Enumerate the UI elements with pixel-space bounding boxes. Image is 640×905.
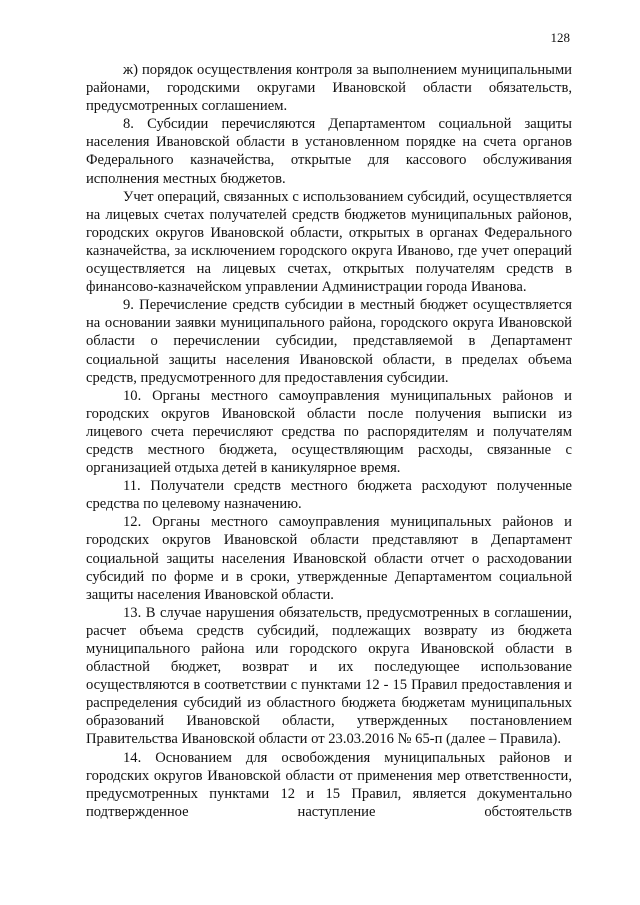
paragraph-9: 9. Перечисление средств субсидии в местный бюджет осуществляется на основании заявки муниципального района, городского округа Ивановской области о перечислении субсидии, представляемой в Департамент социальной защиты населения Ивановской области, в пределах объема средств, предусмотренного для предоставления субсидии. (86, 297, 572, 386)
paragraph-11: 11. Получатели средств местного бюджета расходуют полученные средства по целевому назначению. (86, 478, 572, 513)
document-body (86, 61, 572, 821)
paragraph-13: 13. В случае нарушения обязательств, предусмотренных в соглашении, расчет объема средств субсидий, подлежащих возврату из бюджета муниципального района или городского округа Ивановской области в областной бюджет, возврат и их последующее использование осуществляются в соответствии с пунктами 12 - 15 Правил предоставления и распределения субсидий из областного бюджета бюджетам муниципальных образований Ивановской области, утвержденных постановлением Правительства Ивановской области от 23.03.2016 № 65-п (далее – Правила). (86, 604, 572, 748)
paragraph-10: 10. Органы местного самоуправления муниципальных районов и городских округов Ивановской области после получения выписки из лицевого счета перечисляют средства по распорядителям и получателям средств местного бюджета, осуществляющим расходы, связанные с организацией отдыха детей в каникулярное время. (86, 387, 572, 477)
paragraph-8: 8. Субсидии перечисляются Департаментом социальной защиты населения Ивановской области в установленном порядке на счета органов Федерального казначейства, открытые для кассового обслуживания исполнения местных бюджетов. (86, 116, 572, 187)
paragraph-zh: ж) порядок осуществления контроля за выполнением муниципальными районами, городскими округами Ивановской области обязательств, предусмотренных соглашением. (86, 62, 572, 115)
paragraph-accounting: Учет операций, связанных с использованием субсидий, осуществляется на лицевых счетах получателей средств бюджетов муниципальных районов, городских округов Ивановской области, открытых в органах Федерального казначейства, за исключением городского округа Иваново, где учет операций осуществляется на лицевых счетах, открытых получателям средств в финансово-казначейском управлении Администрации города Иванова. (86, 188, 572, 296)
paragraph-12: 12. Органы местного самоуправления муниципальных районов и городских округов Ивановской области представляют в Департамент социальной защиты населения Ивановской области отчет о расходовании субсидий по форме и в сроки, утвержденные Департаментом социальной защиты населения Ивановской области. (86, 514, 572, 603)
paragraph-14: 14. Основанием для освобождения муниципальных районов и городских округов Ивановской области от применения мер ответственности, предусмотренных пунктами 12 и 15 Правил, является документально подтвержденное наступление обстоятельств (86, 749, 572, 820)
page-number: 128 (550, 30, 570, 45)
